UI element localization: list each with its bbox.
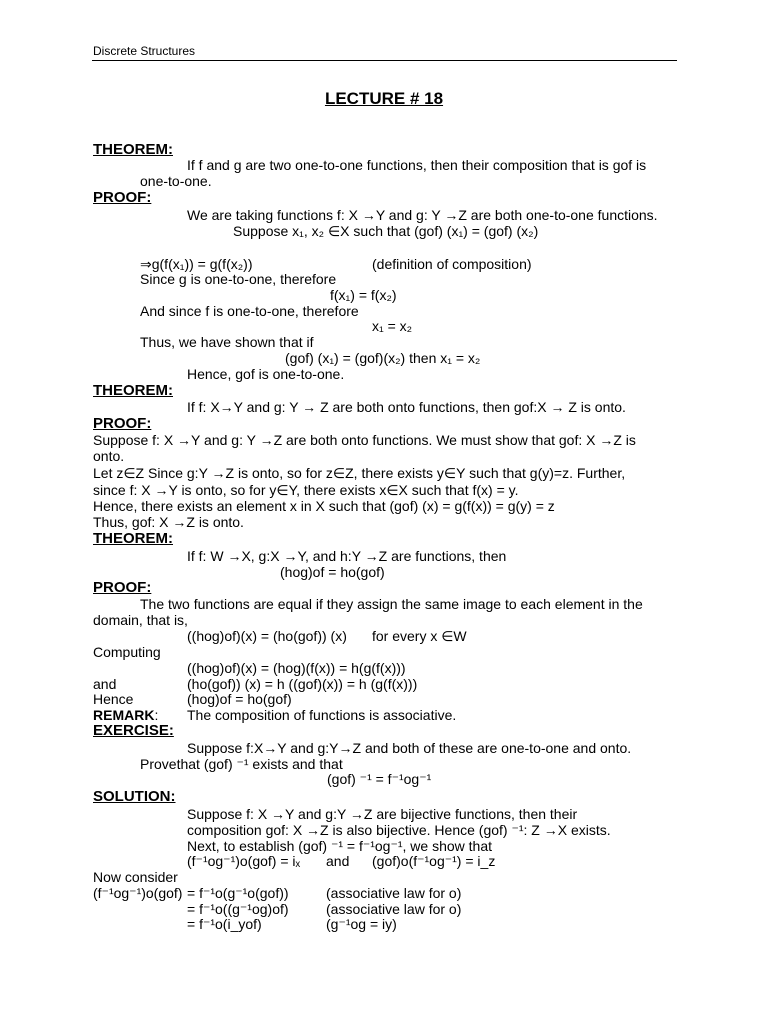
solution-line-3: Next, to establish (gof) ⁻¹ = f⁻¹og⁻¹, we show that	[187, 838, 493, 854]
theorem-3-line-2: (hog)of = ho(gof)	[280, 564, 385, 580]
proof-2-line-3: Let z∈Z Since g:Y →Z is onto, so for z∈Z, there exists y∈Y such that g(y)=z. Further,	[93, 465, 626, 481]
proof-3-line-4: Computing	[93, 644, 161, 660]
exercise-heading: EXERCISE:	[93, 722, 174, 739]
solution-line-6: = f⁻¹o(g⁻¹o(gof))	[187, 885, 289, 901]
theorem-3-line-1: If f: W →X, g:X →Y, and h:Y →Z are functions, then	[187, 548, 507, 564]
proof-2-line-5: Hence, there exists an element x in X such that (gof) (x) = g(f(x)) = g(y) = z	[93, 498, 555, 514]
proof-3-line-1: The two functions are equal if they assign the same image to each element in the	[140, 596, 643, 612]
proof-1-line-2: Suppose x₁, x₂ ∈X such that (gof) (x₁) = (gof) (x₂)	[233, 223, 539, 239]
solution-line-7-note: (associative law for o)	[326, 901, 462, 917]
theorem-2-heading: THEOREM:	[93, 382, 173, 399]
remark-line	[93, 707, 158, 723]
remark-label: REMARK	[93, 707, 155, 723]
proof-3-line-2: domain, that is,	[93, 612, 188, 628]
solution-line-2: composition gof: X →Z is also bijective. Hence (gof) ⁻¹: Z →X exists.	[187, 822, 611, 838]
theorem-1-heading: THEOREM:	[93, 141, 173, 158]
proof-1-line-5: f(x₁) = f(x₂)	[330, 287, 397, 303]
proof-1-line-3: ⇒g(f(x₁)) = g(f(x₂))	[140, 256, 253, 272]
exercise-line-1: Suppose f:X→Y and g:Y→Z and both of these are one-to-one and onto.	[187, 740, 632, 756]
theorem-1-line-1: If f and g are two one-to-one functions, then their composition that is gof is	[187, 157, 647, 173]
remark-colon: :	[154, 707, 159, 723]
solution-line-8-note: (g⁻¹og = iy)	[326, 916, 397, 932]
exercise-line-2: Provethat (gof) ⁻¹ exists and that	[140, 756, 343, 772]
proof-3-line-6-label: and	[93, 676, 117, 692]
lecture-title: LECTURE # 18	[324, 89, 444, 108]
remark-text: The composition of functions is associative.	[187, 707, 457, 723]
proof-3-line-7-label: Hence	[93, 691, 134, 707]
proof-1-line-6: And since f is one-to-one, therefore	[140, 303, 359, 319]
proof-2-line-4: since f: X →Y is onto, so for y∈Y, there exists x∈X such that f(x) = y.	[93, 482, 519, 498]
theorem-1-line-2: one-to-one.	[140, 173, 212, 189]
proof-2-line-2: onto.	[93, 448, 125, 464]
theorem-2-line-1: If f: X→Y and g: Y → Z are both onto functions, then gof:X → Z is onto.	[187, 399, 626, 415]
proof-3-line-6: (ho(gof)) (x) = h ((gof)(x)) = h (g(f(x)))	[187, 676, 418, 692]
proof-1-line-8: Thus, we have shown that if	[140, 334, 314, 350]
solution-line-4a: (f⁻¹og⁻¹)o(gof) = iₓ	[187, 853, 301, 869]
proof-3-line-3-note: for every x ∈W	[372, 628, 467, 644]
solution-line-4b: (gof)o(f⁻¹og⁻¹) = i_z	[372, 853, 496, 869]
proof-3-line-7: (hog)of = ho(gof)	[187, 691, 292, 707]
proof-1-line-3-note: (definition of composition)	[372, 256, 532, 272]
proof-1-line-4: Since g is one-to-one, therefore	[140, 271, 337, 287]
proof-3-line-5: ((hog)of)(x) = (hog)(f(x)) = h(g(f(x)))	[187, 660, 406, 676]
proof-2-line-6: Thus, gof: X →Z is onto.	[93, 514, 244, 530]
solution-line-6-left: (f⁻¹og⁻¹)o(gof)	[93, 885, 183, 901]
proof-1-heading: PROOF:	[93, 189, 152, 206]
solution-line-6-note: (associative law for o)	[326, 885, 462, 901]
proof-2-heading: PROOF:	[93, 415, 152, 432]
proof-3-line-3: ((hog)of)(x) = (ho(gof)) (x)	[187, 628, 347, 644]
proof-3-heading: PROOF:	[93, 579, 152, 596]
proof-2-line-1: Suppose f: X →Y and g: Y →Z are both onto functions. We must show that gof: X →Z is	[93, 432, 636, 448]
proof-1-line-7: x₁ = x₂	[372, 318, 413, 334]
theorem-3-heading: THEOREM:	[93, 530, 173, 547]
solution-heading: SOLUTION:	[93, 788, 176, 805]
header-rule	[92, 60, 677, 61]
proof-1-line-10: Hence, gof is one-to-one.	[187, 366, 345, 382]
solution-line-5: Now consider	[93, 869, 178, 885]
solution-line-7: = f⁻¹o((g⁻¹og)of)	[187, 901, 289, 917]
proof-1-line-1: We are taking functions f: X →Y and g: Y →Z are both one-to-one functions.	[187, 207, 658, 223]
exercise-line-3: (gof) ⁻¹ = f⁻¹og⁻¹	[327, 771, 432, 787]
solution-line-4-and: and	[326, 853, 350, 869]
solution-line-8: = f⁻¹o(i_yof)	[187, 916, 262, 932]
running-header: Discrete Structures	[93, 44, 196, 58]
proof-1-line-9: (gof) (x₁) = (gof)(x₂) then x₁ = x₂	[285, 350, 481, 366]
solution-line-1: Suppose f: X →Y and g:Y →Z are bijective functions, then their	[187, 806, 578, 822]
